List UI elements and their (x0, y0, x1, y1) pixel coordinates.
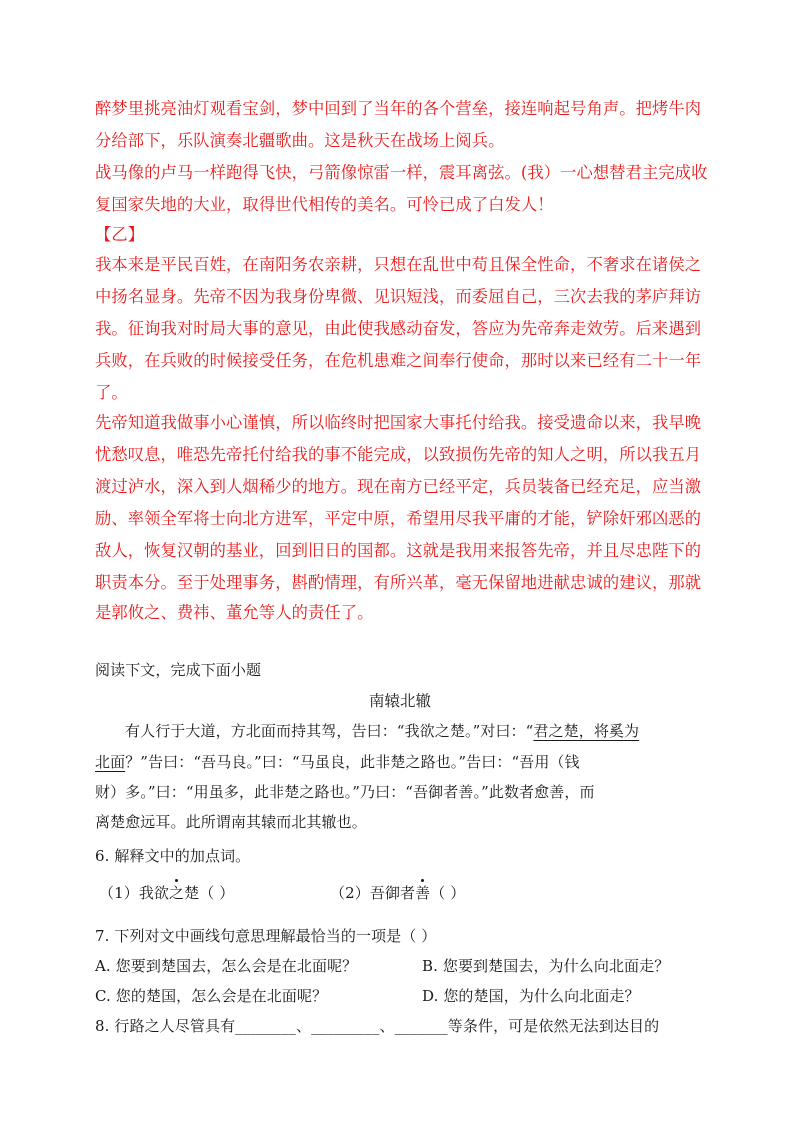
passage-line: 我。征询我对时局大事的意见，由此使我感动奋发，答应为先帝奔走效劳。后来遇到 (95, 319, 702, 338)
passage-line: 忧愁叹息，唯恐先帝托付给我的事不能完成，以致损伤先帝的知人之明，所以我五月 (95, 445, 702, 464)
passage-line: 中扬名显身。先帝不因为我身份卑微、见识短浅，而委屈自己，三次去我的茅庐拜访 (95, 287, 702, 306)
underlined-sentence-end: 北面 (95, 753, 126, 771)
passage-line: 醉梦里挑亮油灯观看宝剑，梦中回到了当年的各个营垒，接连响起号角声。把烤牛肉 (95, 99, 702, 118)
classical-text-line: 北面？”告曰：“吾马良。”曰：“马虽良，此非楚之路也。”告曰：“吾用（钱 (95, 753, 580, 771)
question-8-stem: 8. 行路之人尽管具有________、_________、_______等条件，可是依然无法到达目的 (95, 1017, 660, 1035)
classical-text-line: 离楚愈远耳。此所谓南其辕而北其辙也。 (95, 813, 367, 831)
option-d: D. 您的楚国，为什么向北面走？ (422, 987, 640, 1005)
passage-line: 我本来是平民百姓，在南阳务农亲耕，只想在乱世中苟且保全性命，不奢求在诸侯之 (95, 255, 702, 274)
question-6-stem: 6. 解释文中的加点词。 (95, 847, 251, 865)
passage-title: 南辕北辙 (368, 692, 431, 710)
question-7-stem: 7. 下列对文中画线句意思理解最恰当的一项是（ ） (95, 927, 437, 945)
question-6-item-1: （1）我欲之楚（ ） (99, 884, 235, 902)
dotted-word: 善 (415, 884, 431, 902)
option-c: C. 您的楚国，怎么会是在北面呢？ (95, 987, 328, 1005)
section-marker-yi: 【乙】 (95, 225, 145, 244)
dotted-word: 之 (169, 884, 185, 902)
passage-line: 励、率领全军将士向北方进军，平定中原，希望用尽我平庸的才能，铲除奸邪凶恶的 (95, 509, 702, 528)
passage-line: 了。 (95, 383, 128, 402)
question-6-item-2: （2）吾御者善（ ） (330, 884, 466, 902)
underlined-sentence: 君之楚，将奚为 (533, 722, 640, 740)
passage-line: 战马像的卢马一样跑得飞快，弓箭像惊雷一样，震耳离弦。(我）一心想替君主完成收 (95, 163, 708, 182)
passage-line: 分给部下，乐队演奏北疆歌曲。这是秋天在战场上阅兵。 (95, 131, 505, 150)
passage-line: 兵败，在兵败的时候接受任务，在危机患难之间奉行使命，那时以来已经有二十一年 (95, 351, 702, 370)
passage-line: 复国家失地的大业，取得世代相传的美名。可怜已成了白发人！ (95, 195, 554, 214)
passage-line: 渡过泸水，深入到人烟稀少的地方。现在南方已经平定，兵员装备已经充足，应当激 (95, 477, 702, 496)
option-b: B. 您要到楚国去，为什么向北面走？ (422, 957, 670, 975)
reading-instruction: 阅读下文，完成下面小题 (95, 661, 262, 679)
passage-line: 职责本分。至于处理事务，斟酌情理，有所兴革，毫无保留地进献忠诚的建议，那就 (95, 573, 702, 592)
passage-line: 敌人，恢复汉朝的基业，回到旧日的国都。这就是我用来报答先帝，并且尽忠陛下的 (95, 541, 702, 560)
classical-text-line: 财）多。”曰：“用虽多，此非楚之路也。”乃曰：“吾御者善。”此数者愈善，而 (95, 783, 595, 801)
classical-text-line: 有人行于大道，方北面而持其驾，告曰：“我欲之楚。”对曰：“君之楚，将奚为 (125, 722, 640, 740)
option-a: A. 您要到楚国去，怎么会是在北面呢？ (95, 957, 358, 975)
passage-line: 是郭攸之、费祎、董允等人的责任了。 (95, 603, 374, 622)
passage-line: 先帝知道我做事小心谨慎，所以临终时把国家大事托付给我。接受遗命以来，我早晚 (95, 413, 702, 432)
